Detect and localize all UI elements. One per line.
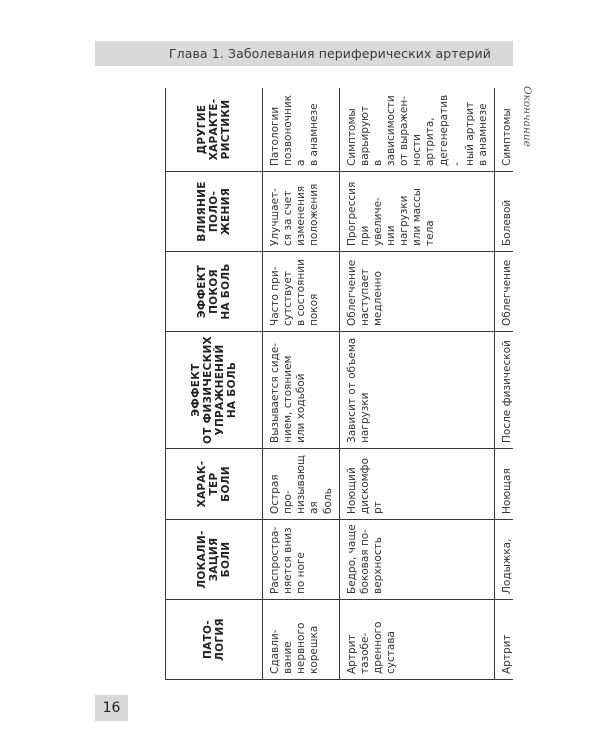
table-cell: Артрит — [495, 600, 514, 680]
table-cell: Улучшает- ся за счет изменения положения — [263, 172, 340, 252]
table-cell: Облегчение — [495, 252, 514, 332]
table-cell: Бедро, чаще боковая по- верхность — [339, 520, 494, 600]
table-cell: Острая про- низывающая боль — [263, 449, 340, 520]
table-cell: Прогрессия при увеличе- нии нагрузки или массы тела — [339, 172, 494, 252]
table-cell: Зависит от объема нагрузки — [339, 332, 494, 449]
table-header-row — [166, 88, 263, 680]
header-pathology: ПАТО- ЛОГИЯ — [166, 600, 263, 680]
pathology-comparison-table — [165, 88, 513, 680]
table-cell: Часто при- сутствует в состоянии покоя — [263, 252, 340, 332]
page-number: 16 — [102, 700, 121, 716]
table-container — [165, 88, 513, 680]
table-cell: Симптомы — [495, 88, 514, 172]
table-cell: Вызывается сиде- нием, стоянием или ходьбой — [263, 332, 340, 449]
table-row — [495, 88, 514, 680]
table-continuation-caption: Окончание — [521, 86, 533, 147]
header-other-characteristics: ДРУГИЕ ХАРАКТЕ- РИСТИКИ — [166, 88, 263, 172]
table-cell: После физической — [495, 332, 514, 449]
table-cell: Сдавли- вание нервного корешка — [263, 600, 340, 680]
table-cell: Патологии позвоночника в анамнезе — [263, 88, 340, 172]
table-cell: Распростра- няется вниз по ноге — [263, 520, 340, 600]
chapter-title: Глава 1. Заболевания периферических артерий — [168, 46, 491, 61]
header-exercise-effect: ЭФФЕКТ ОТ ФИЗИЧЕСКИХ УПРАЖНЕНИЙ НА БОЛЬ — [166, 332, 263, 449]
table-cell: Облегчение наступает медленно — [339, 252, 494, 332]
page-number-badge — [95, 695, 128, 721]
table-cell: Ноющий дискомфорт — [339, 449, 494, 520]
table-cell: Артрит тазобе- дренного сустава — [339, 600, 494, 680]
table-row — [263, 88, 340, 680]
header-pain-character: ХАРАК- ТЕР БОЛИ — [166, 449, 263, 520]
table-cell: Ноющая — [495, 449, 514, 520]
table-cell: Лодыжка, — [495, 520, 514, 600]
chapter-header — [95, 41, 513, 66]
table-cell: Болевой — [495, 172, 514, 252]
table-row — [339, 88, 494, 680]
header-pain-location: ЛОКАЛИ- ЗАЦИЯ БОЛИ — [166, 520, 263, 600]
header-position-influence: ВЛИЯНИЕ ПОЛО- ЖЕНИЯ — [166, 172, 263, 252]
table-cell: Симптомы варьируют в зависимости от выражен- ности артрита, дегенератив- ный артрит в анамнезе — [339, 88, 494, 172]
rotated-table-wrapper — [165, 88, 513, 680]
header-rest-effect: ЭФФЕКТ ПОКОЯ НА БОЛЬ — [166, 252, 263, 332]
